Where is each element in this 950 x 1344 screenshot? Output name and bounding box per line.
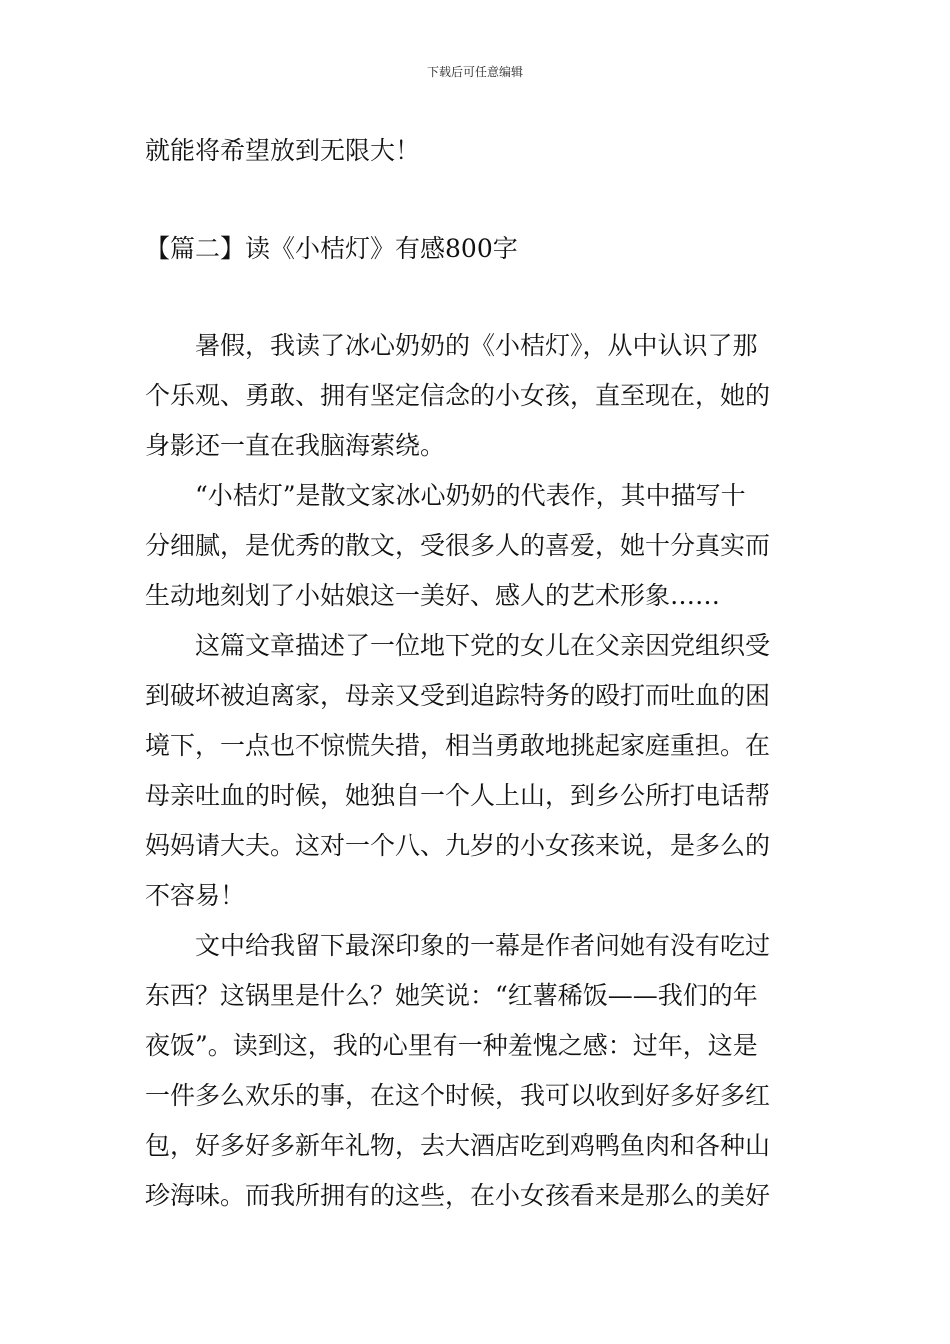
paragraph-2-line-2: 分细腻，是优秀的散文，受很多人的喜爱，她十分真实而	[145, 531, 771, 560]
paragraph-4-line-5: 包，好多好多新年礼物，去大酒店吃到鸡鸭鱼肉和各种山	[145, 1131, 771, 1160]
body-text	[145, 321, 807, 1221]
paragraph-2-line-1: “小桔灯”是散文家冰心奶奶的代表作，其中描写十	[195, 481, 746, 510]
paragraph-3-line-2: 到破坏被迫离家，母亲又受到追踪特务的殴打而吐血的困	[145, 681, 771, 710]
paragraph-2-line-3: 生动地刻划了小姑娘这一美好、感人的艺术形象……	[145, 581, 721, 610]
document-content	[145, 126, 807, 1221]
section-title: 【篇二】读《小桔灯》有感800字	[145, 234, 518, 263]
paragraph-3-line-6: 不容易！	[145, 881, 246, 910]
paragraph-4-line-2: 东西？这锅里是什么？她笑说：“红薯稀饭——我们的年	[145, 981, 758, 1010]
paragraph-4-line-3: 夜饭”。读到这，我的心里有一种羞愧之感：过年，这是	[145, 1031, 758, 1060]
paragraph-4-line-6: 珍海味。而我所拥有的这些，在小女孩看来是那么的美好	[145, 1181, 771, 1210]
paragraph-1-line-2: 个乐观、勇敢、拥有坚定信念的小女孩，直至现在，她的	[145, 381, 771, 410]
paragraph-3-line-5: 妈妈请大夫。这对一个八、九岁的小女孩来说，是多么的	[145, 831, 771, 860]
paragraph-4-line-1: 文中给我留下最深印象的一幕是作者问她有没有吃过	[195, 931, 771, 960]
paragraph-1-line-1: 暑假，我读了冰心奶奶的《小桔灯》，从中认识了那	[195, 331, 758, 360]
paragraph-1-line-3: 身影还一直在我脑海萦绕。	[145, 431, 446, 460]
header-note: 下载后可任意编辑	[426, 65, 523, 79]
paragraph-3-line-3: 境下，一点也不惊慌失措，相当勇敢地挑起家庭重担。在	[145, 731, 771, 760]
opening-line: 就能将希望放到无限大！	[145, 136, 421, 165]
paragraph-3-line-1: 这篇文章描述了一位地下党的女儿在父亲因党组织受	[195, 631, 771, 660]
paragraph-4-line-4: 一件多么欢乐的事，在这个时候，我可以收到好多好多红	[145, 1081, 771, 1110]
paragraph-3-line-4: 母亲吐血的时候，她独自一个人上山，到乡公所打电话帮	[145, 781, 771, 810]
